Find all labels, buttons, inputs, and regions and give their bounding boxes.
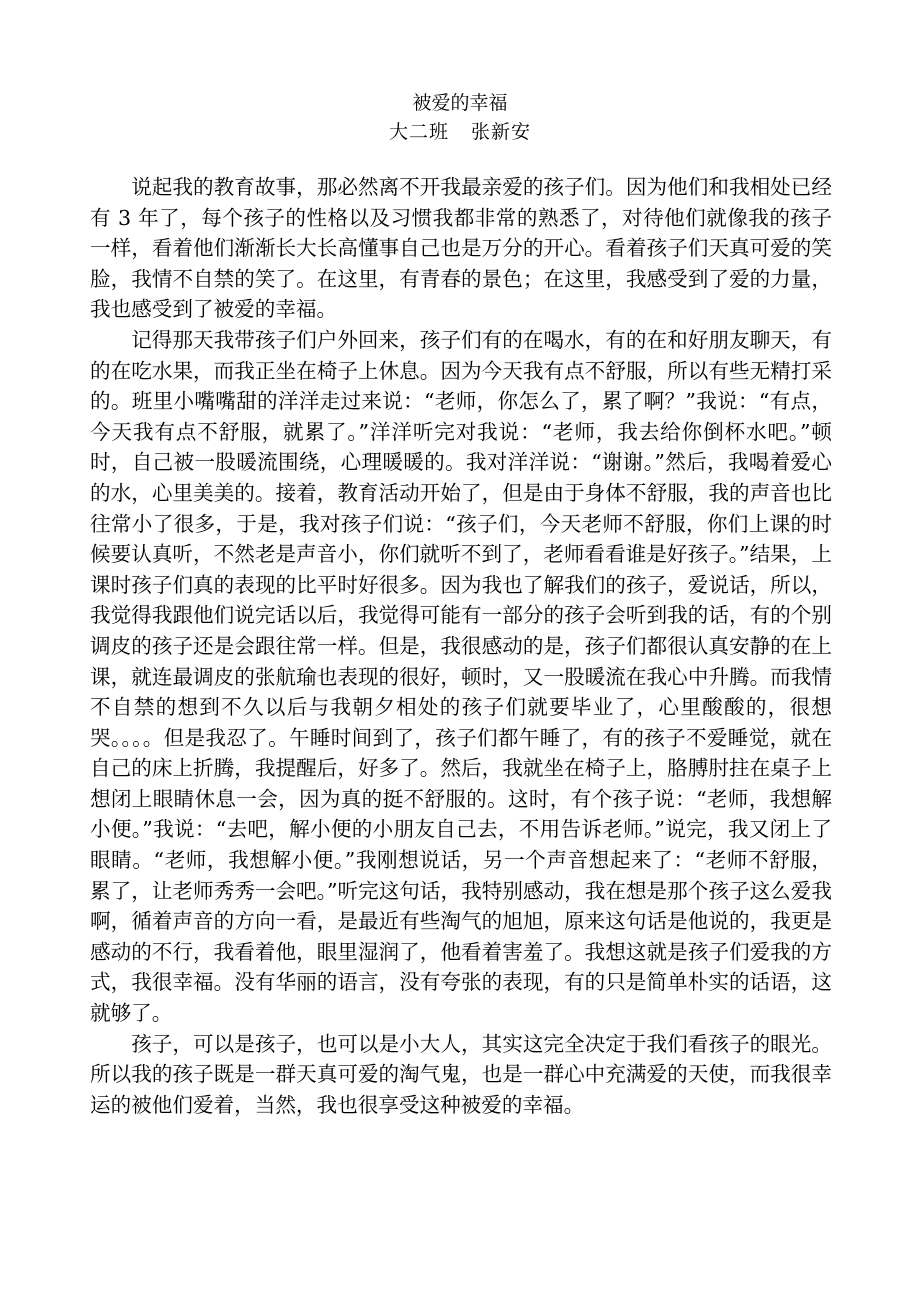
byline [0, 118, 920, 146]
document-title: 被爱的幸福 [412, 92, 508, 114]
paragraph-1: 说起我的教育故事，那必然离不开我最亲爱的孩子们。因为他们和我相处已经有 3 年了，每个孩子的性格以及习惯我都非常的熟悉了，对待他们就像我的孩子一样，看着他们渐渐长大长高懂事自己也是万分的开心。看着孩子们天真可爱的笑脸，我情不自禁的笑了。在这里，有青春的景色；在这里，我感受到了爱的力量，我也感受到了被爱的幸福。 [90, 175, 832, 322]
byline-class: 大二班 [388, 121, 449, 143]
document-body [90, 172, 832, 1120]
paragraph-3: 孩子，可以是孩子，也可以是小大人，其实这完全决定于我们看孩子的眼光。所以我的孩子既是一群天真可爱的淘气鬼，也是一群心中充满爱的天使，而我很幸运的被他们爱着，当然，我也很享受这种被爱的幸福。 [90, 1031, 832, 1117]
byline-author: 张新安 [471, 121, 532, 143]
paragraph-2: 记得那天我带孩子们户外回来，孩子们有的在喝水，有的在和好朋友聊天，有的在吃水果，而我正坐在椅子上休息。因为今天我有点不舒服，所以有些无精打采的。班里小嘴嘴甜的洋洋走过来说：“老师，你怎么了，累了啊？”我说：“有点，今天我有点不舒服，就累了。”洋洋听完对我说：“老师，我去给你倒杯水吧。”顿时，自己被一股暖流围绕，心理暖暖的。我对洋洋说：“谢谢。”然后，我喝着爱心的水，心里美美的。接着，教育活动开始了，但是由于身体不舒服，我的声音也比往常小了很多，于是，我对孩子们说：“孩子们，今天老师不舒服，你们上课的时候要认真听，不然老是声音小，你们就听不到了，老师看看谁是好孩子。”结果，上课时孩子们真的表现的比平时好很多。因为我也了解我们的孩子，爱说话，所以，我觉得我跟他们说完话以后，我觉得可能有一部分的孩子会听到我的话，有的个别调皮的孩子还是会跟往常一样。但是，我很感动的是，孩子们都很认真安静的在上课，就连最调皮的张航瑜也表现的很好，顿时，又一股暖流在我心中升腾。而我情不自禁的想到不久以后与我朝夕相处的孩子们就要毕业了，心里酸酸的，很想哭。。。。但是我忍了。午睡时间到了，孩子们都午睡了，有的孩子不爱睡觉，就在自己的床上折腾，我提醒后，好多了。然后，我就坐在椅子上，胳膊肘拄在桌子上想闭上眼睛休息一会，因为真的挺不舒服的。这时，有个孩子说：“老师，我想解小便。”我说：“去吧，解小便的小朋友自己去，不用告诉老师。”说完，我又闭上了眼睛。“老师，我想解小便。”我刚想说话，另一个声音想起来了：“老师不舒服，累了，让老师秀秀一会吧。”听完这句话，我特别感动，我在想是那个孩子这么爱我啊，循着声音的方向一看，是最近有些淘气的旭旭，原来这句话是他说的，我更是感动的不行，我看着他，眼里湿润了，他看着害羞了。我想这就是孩子们爱我的方式，我很幸福。没有华丽的语言，没有夸张的表现，有的只是简单朴实的话语，这就够了。 [90, 327, 832, 1026]
